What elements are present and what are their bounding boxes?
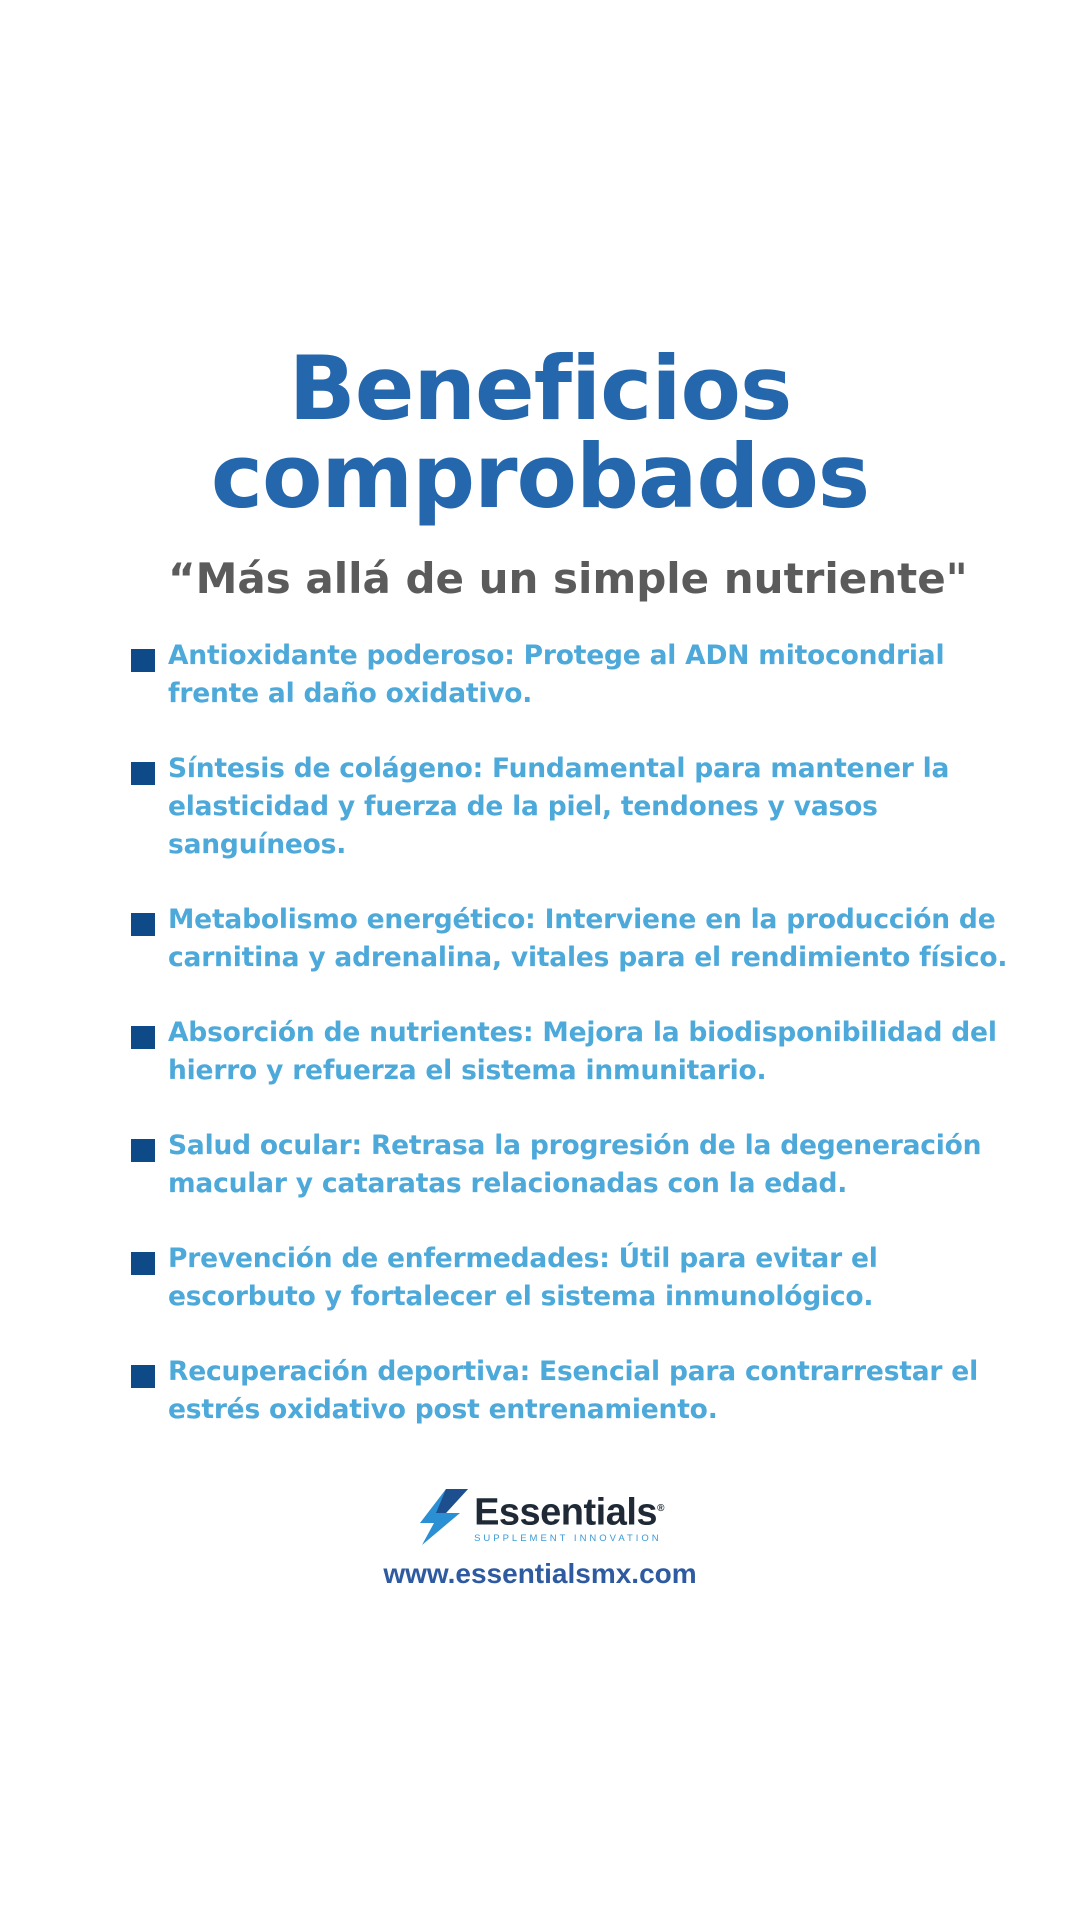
square-bullet-icon [131,913,155,936]
benefit-item [131,1353,1031,1429]
benefit-item [131,1240,1031,1316]
benefit-text: Metabolismo energético: Interviene en la producción de carnitina y adrenalina, vitales para el rendimiento físico. [168,904,1008,973]
square-bullet-icon [131,1026,155,1049]
page-title [0,337,1080,528]
benefits-list [131,637,1031,1466]
benefit-item [131,1014,1031,1090]
benefit-item [131,901,1031,977]
square-bullet-icon [131,1365,155,1388]
benefit-text: Antioxidante poderoso: Protege al ADN mitocondrial frente al daño oxidativo. [168,640,945,709]
title-line-2: comprobados [210,425,870,528]
s-bolt-logo-icon [416,1487,470,1547]
benefit-text: Absorción de nutrientes: Mejora la biodisponibilidad del hierro y refuerza el sistema inmunitario. [168,1017,997,1086]
square-bullet-icon [131,762,155,785]
registered-mark: ® [657,1503,664,1515]
website-link[interactable]: www.essentialsmx.com [383,1558,697,1589]
brand-footer [0,1485,1080,1591]
title-line-1: Beneficios [288,337,792,440]
square-bullet-icon [131,1252,155,1275]
benefit-item [131,750,1031,864]
benefit-item [131,1127,1031,1203]
benefit-item [131,637,1031,713]
subtitle-quote: “Más allá de un simple nutriente" [168,554,968,603]
square-bullet-icon [131,649,155,672]
benefit-text: Síntesis de colágeno: Fundamental para mantener la elasticidad y fuerza de la piel, tendones y vasos sanguíneos. [168,753,950,860]
benefit-text: Recuperación deportiva: Esencial para contrarrestar el estrés oxidativo post entrenamiento. [168,1356,978,1425]
brand-name: Essentials® [474,1491,664,1534]
benefit-text: Prevención de enfermedades: Útil para evitar el escorbuto y fortalecer el sistema inmunológico. [168,1243,878,1312]
square-bullet-icon [131,1139,155,1162]
essentials-logo [416,1485,664,1549]
benefit-text: Salud ocular: Retrasa la progresión de la degeneración macular y cataratas relacionadas con la edad. [168,1130,982,1199]
brand-tagline: SUPPLEMENT INNOVATION [474,1532,662,1544]
